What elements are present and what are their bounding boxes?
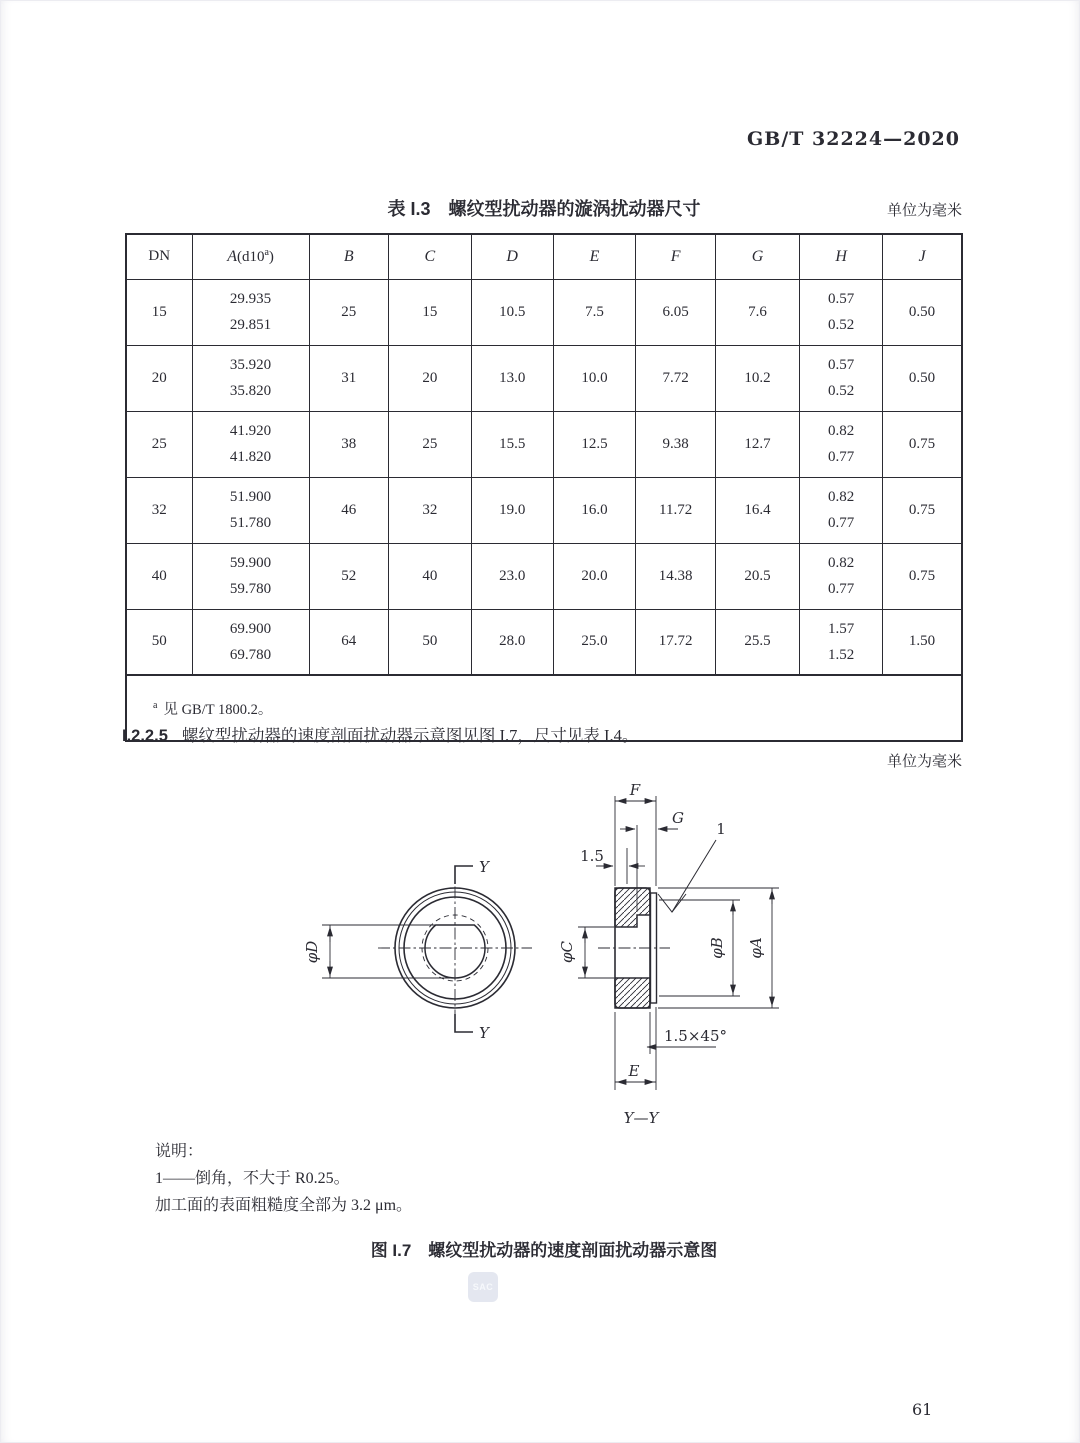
label-y-bottom: Y — [479, 1024, 489, 1042]
th-b: B — [309, 234, 388, 279]
th-h: H — [800, 234, 883, 279]
cell: 32 — [126, 477, 192, 543]
th-j: J — [882, 234, 962, 279]
front-view — [322, 866, 532, 1032]
cell: 20 — [388, 345, 471, 411]
cell: 38 — [309, 411, 388, 477]
cell: 64 — [309, 609, 388, 675]
cell: 12.7 — [715, 411, 799, 477]
cell: 11.72 — [636, 477, 715, 543]
table-row — [126, 543, 962, 609]
cell: 25 — [126, 411, 192, 477]
label-1-5: 1.5 — [580, 847, 604, 865]
cell: 7.72 — [636, 345, 715, 411]
cell: 41.920 41.820 — [192, 411, 309, 477]
label-leader-1: 1 — [716, 820, 726, 838]
cell: 7.5 — [553, 279, 636, 345]
th-g: G — [715, 234, 799, 279]
cell: 9.38 — [636, 411, 715, 477]
cell: 6.05 — [636, 279, 715, 345]
cell: 35.920 35.820 — [192, 345, 309, 411]
label-phi-c: φC — [558, 941, 576, 963]
cell: 1.50 — [882, 609, 962, 675]
label-y-top: Y — [479, 858, 489, 876]
cell: 20 — [126, 345, 192, 411]
cell: 25 — [309, 279, 388, 345]
legend-line: 1——倒角，不大于 R0.25。 — [155, 1170, 350, 1187]
label-g: G — [672, 809, 684, 827]
table-header-row — [126, 234, 962, 279]
cell: 16.4 — [715, 477, 799, 543]
cell: 28.0 — [471, 609, 553, 675]
cell: 10.5 — [471, 279, 553, 345]
cell: 0.57 0.52 — [800, 279, 883, 345]
th-f: F — [636, 234, 715, 279]
label-phi-b: φB — [708, 937, 726, 959]
cell: 20.0 — [553, 543, 636, 609]
figure-legend — [155, 1138, 412, 1219]
cell: 69.900 69.780 — [192, 609, 309, 675]
table-row — [126, 345, 962, 411]
cell: 25.5 — [715, 609, 799, 675]
cell: 25 — [388, 411, 471, 477]
cell: 10.0 — [553, 345, 636, 411]
dimension-table — [125, 233, 963, 742]
cell: 31 — [309, 345, 388, 411]
cell: 10.2 — [715, 345, 799, 411]
table-row — [126, 411, 962, 477]
th-e: E — [553, 234, 636, 279]
cell: 15.5 — [471, 411, 553, 477]
cell: 0.82 0.77 — [800, 411, 883, 477]
table-row — [126, 477, 962, 543]
cell: 23.0 — [471, 543, 553, 609]
table-row — [126, 279, 962, 345]
cell: 25.0 — [553, 609, 636, 675]
cell: 7.6 — [715, 279, 799, 345]
th-a: A(d10$^a$) — [192, 234, 309, 279]
table-footnote: $^a$ 见 GB/T 1800.2。 — [126, 675, 962, 741]
unit-note-figure: 单位为毫米 — [886, 754, 962, 770]
standard-code: GB/T 32224—2020 — [747, 128, 960, 150]
table-row — [126, 609, 962, 675]
legend-line: 说明： — [155, 1143, 204, 1160]
cell: 14.38 — [636, 543, 715, 609]
cell: 0.50 — [882, 345, 962, 411]
label-phi-d: φD — [303, 940, 321, 964]
cell: 0.75 — [882, 411, 962, 477]
cell: 0.82 0.77 — [800, 543, 883, 609]
watermark-text: SAC — [472, 1282, 494, 1292]
cell: 50 — [126, 609, 192, 675]
watermark-logo — [468, 1272, 498, 1302]
figure-caption: 图 I.7 螺纹型扰动器的速度剖面扰动器示意图 — [370, 1241, 718, 1260]
cell: 46 — [309, 477, 388, 543]
cell: 15 — [126, 279, 192, 345]
table-title: 表 I.3 螺纹型扰动器的漩涡扰动器尺寸 — [387, 199, 701, 219]
cell: 40 — [388, 543, 471, 609]
cell: 20.5 — [715, 543, 799, 609]
cell: 51.900 51.780 — [192, 477, 309, 543]
cell: 40 — [126, 543, 192, 609]
th-dn: DN — [126, 234, 192, 279]
cell: 0.75 — [882, 543, 962, 609]
cell: 0.82 0.77 — [800, 477, 883, 543]
label-phi-a: φA — [747, 937, 765, 959]
page-number: 61 — [912, 1400, 933, 1419]
clause-paragraph — [122, 722, 982, 746]
cell: 0.75 — [882, 477, 962, 543]
th-d: D — [471, 234, 553, 279]
cell: 50 — [388, 609, 471, 675]
cell: 12.5 — [553, 411, 636, 477]
cell: 1.57 1.52 — [800, 609, 883, 675]
unit-note-table: 单位为毫米 — [886, 203, 962, 219]
cell: 59.900 59.780 — [192, 543, 309, 609]
label-e: E — [628, 1062, 640, 1080]
cell: 15 — [388, 279, 471, 345]
cell: 19.0 — [471, 477, 553, 543]
clause-number: I.2.2.5 — [122, 727, 168, 745]
clause-text: 螺纹型扰动器的速度剖面扰动器示意图见图 I.7，尺寸见表 I.4。 — [181, 726, 639, 745]
cell: 13.0 — [471, 345, 553, 411]
label-chamfer: 1.5×45° — [664, 1027, 728, 1045]
cell: 32 — [388, 477, 471, 543]
cell: 0.50 — [882, 279, 962, 345]
cell: 16.0 — [553, 477, 636, 543]
label-f: F — [629, 781, 641, 799]
cell: 29.935 29.851 — [192, 279, 309, 345]
figure-i7-drawing — [130, 775, 980, 1140]
label-section-yy: Y—Y — [623, 1109, 659, 1127]
cell: 17.72 — [636, 609, 715, 675]
legend-line: 加工面的表面粗糙度全部为 3.2 μm。 — [155, 1197, 413, 1214]
th-c: C — [388, 234, 471, 279]
cell: 52 — [309, 543, 388, 609]
cell: 0.57 0.52 — [800, 345, 883, 411]
